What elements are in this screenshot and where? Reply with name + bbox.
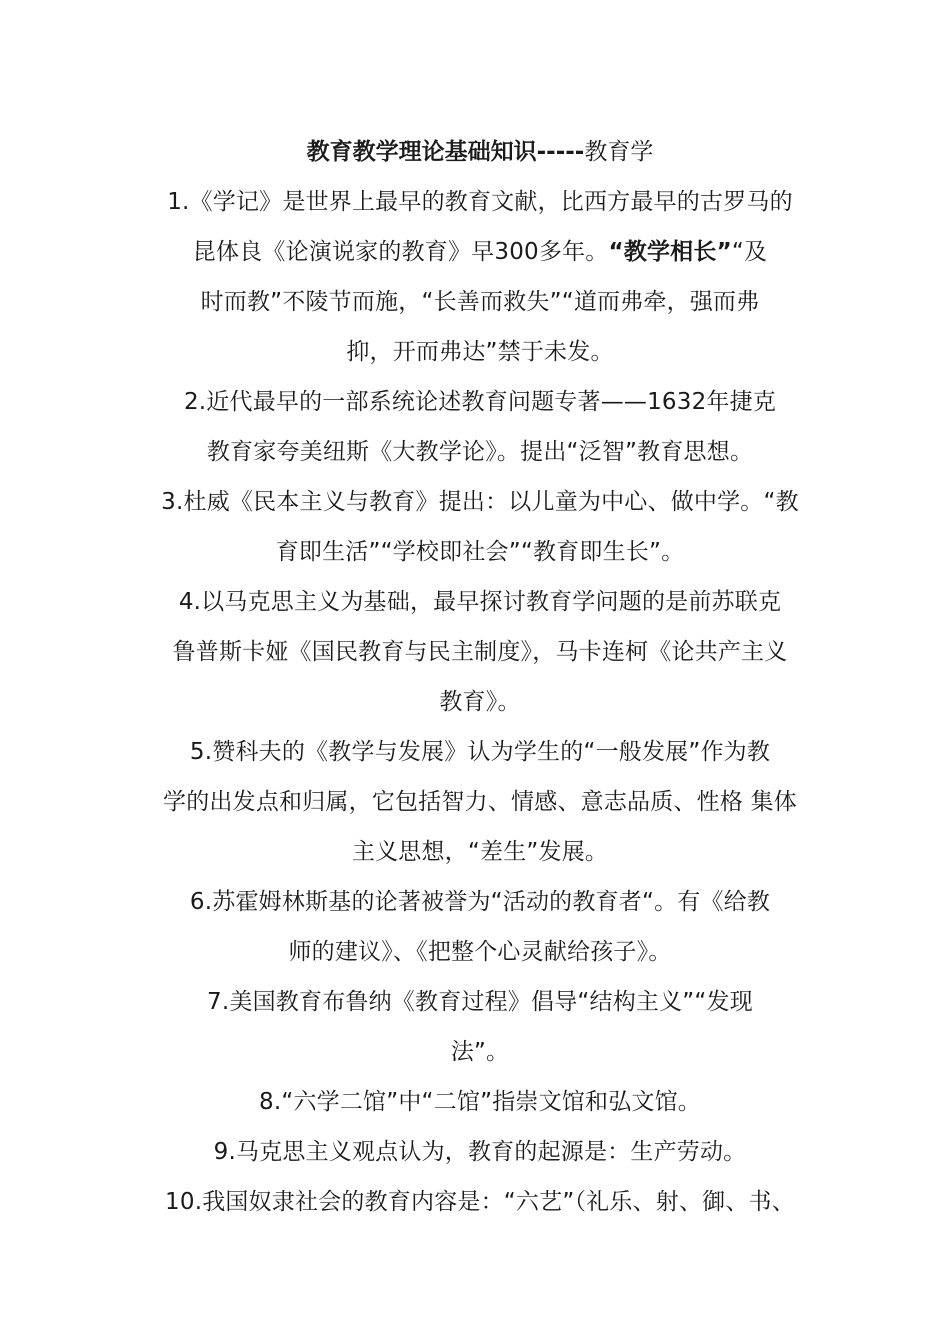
item-6-line-2: 师的建议》、《把整个心灵献给孩子》。 <box>288 939 672 965</box>
title-rest-part: 教育学 <box>584 139 654 165</box>
item-4-line-1: 4.以马克思主义为基础，最早探讨教育学问题的是前苏联克 <box>178 589 782 615</box>
item-3-line-2: 育即生活”“学校即社会”“教育即生长”。 <box>275 539 685 565</box>
item-1-line-4: 抑，开而弗达”禁于未发。 <box>346 339 614 365</box>
item-1-bold-phrase: “教学相长” <box>608 239 732 265</box>
document-title <box>140 127 820 177</box>
item-3-line-1: 3.杜威《民本主义与教育》提出：以儿童为中心、做中学。“教 <box>161 489 799 515</box>
item-1-line-2-tail: “及 <box>731 239 768 265</box>
title-bold-part: 教育教学理论基础知识----- <box>306 139 585 165</box>
item-5-line-3: 主义思想，“差生”发展。 <box>351 839 609 865</box>
item-9-line-1: 9.马克思主义观点认为，教育的起源是：生产劳动。 <box>213 1139 747 1165</box>
item-4-line-3: 教育》。 <box>439 689 521 715</box>
item-7-line-1: 7.美国教育布鲁纳《教育过程》倡导“结构主义”“发现 <box>207 989 753 1015</box>
item-1-line-1: 1.《学记》是世界上最早的教育文献，比西方最早的古罗马的 <box>167 189 793 215</box>
item-10-line-1: 10.我国奴隶社会的教育内容是：“六艺”（礼乐、射、御、书、 <box>165 1189 795 1215</box>
item-8-line-1: 8.“六学二馆”中“二馆”指崇文馆和弘文馆。 <box>258 1089 701 1115</box>
item-5-line-1: 5.赞科夫的《教学与发展》认为学生的“一般发展”作为教 <box>189 739 771 765</box>
item-1-line-3: 时而教”不陵节而施，“长善而救失”“道而弗牵，强而弗 <box>200 289 760 315</box>
item-4-line-2: 鲁普斯卡娅《国民教育与民主制度》，马卡连柯《论共产主义 <box>172 639 788 665</box>
item-5-line-2: 学的出发点和归属，它包括智力、情感、意志品质、性格 集体 <box>163 789 797 815</box>
document-body <box>140 127 820 1227</box>
item-1-line-2-text: 昆体良《论演说家的教育》早300多年。 <box>192 239 609 265</box>
item-2-line-2: 教育家夸美纽斯《大教学论》。提出“泛智”教育思想。 <box>206 439 754 465</box>
item-6-line-1: 6.苏霍姆林斯基的论著被誉为“活动的教育者“。有《给教 <box>189 889 771 915</box>
item-2-line-1: 2.近代最早的一部系统论述教育问题专著——1632年捷克 <box>183 389 777 415</box>
item-1-line-2 <box>140 227 820 277</box>
item-7-line-2: 法”。 <box>450 1039 510 1065</box>
